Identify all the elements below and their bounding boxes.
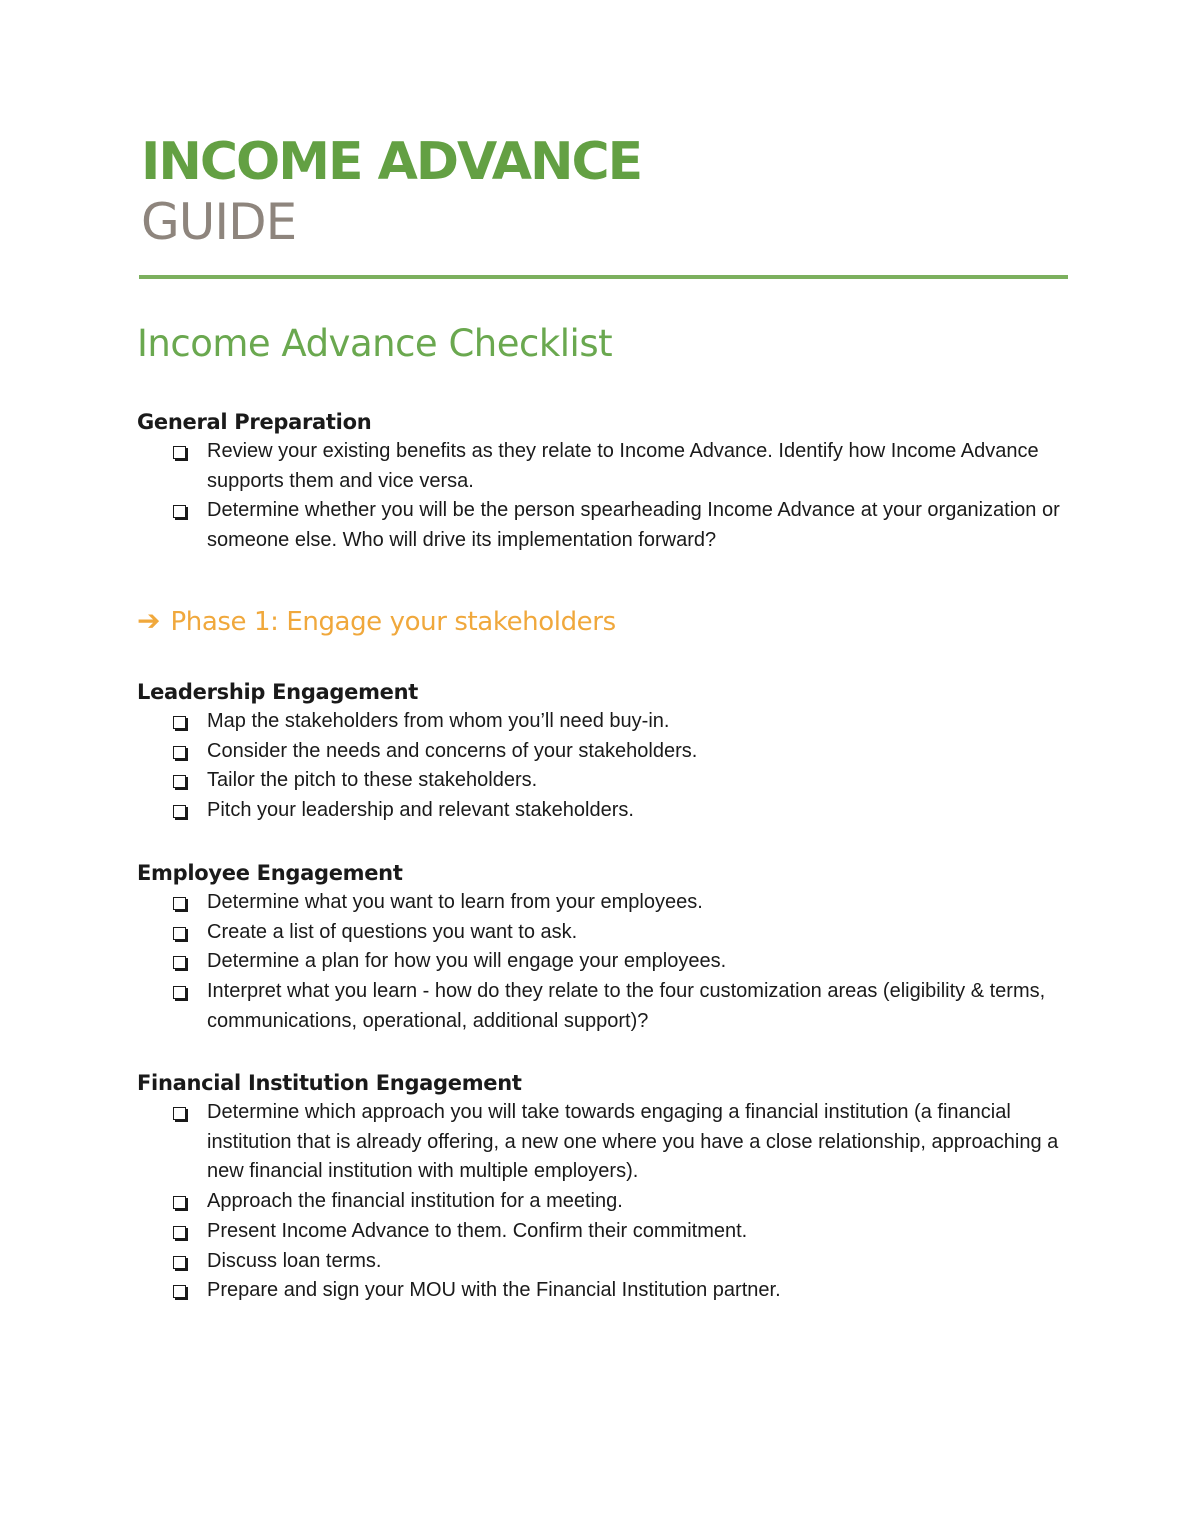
checkbox-icon[interactable] (173, 986, 186, 999)
checkbox-icon[interactable] (173, 446, 186, 459)
section-leadership-engagement (137, 677, 1067, 826)
checkbox-icon[interactable] (173, 1256, 186, 1269)
checkbox-icon[interactable] (173, 1196, 186, 1209)
brand-subtitle: GUIDE (141, 193, 297, 251)
checkbox-icon[interactable] (173, 805, 186, 818)
checkbox-icon[interactable] (173, 775, 186, 788)
section-heading: Financial Institution Engagement (137, 1071, 522, 1095)
checklist-item[interactable] (137, 947, 1067, 977)
checklist-item[interactable] (137, 496, 1067, 555)
checklist-item[interactable] (137, 766, 1067, 796)
checklist-item-text: Discuss loan terms. (207, 1249, 382, 1272)
header-divider (139, 275, 1068, 279)
checkbox-icon[interactable] (173, 1285, 186, 1298)
checklist-item-text: Interpret what you learn - how do they relate to the four customization areas (eligibility & terms, communications, operational, additional support)? (207, 980, 1046, 1032)
checklist-item[interactable] (137, 737, 1067, 767)
checklist (137, 1098, 1067, 1306)
checkbox-icon[interactable] (173, 1107, 186, 1120)
checklist-item[interactable] (137, 888, 1067, 918)
right-arrow-icon: ➔ (137, 604, 161, 637)
brand-logo (141, 132, 641, 252)
checklist-item[interactable] (137, 1247, 1067, 1277)
section-heading: Employee Engagement (137, 861, 403, 885)
checklist (137, 437, 1067, 556)
checklist-item[interactable] (137, 1276, 1067, 1306)
page-title: Income Advance Checklist (137, 322, 613, 365)
checklist-item-text: Create a list of questions you want to ask. (207, 920, 578, 943)
checklist-item[interactable] (137, 1217, 1067, 1247)
checklist-item[interactable] (137, 1187, 1067, 1217)
checklist-item-text: Present Income Advance to them. Confirm their commitment. (207, 1219, 748, 1242)
checklist-item-text: Tailor the pitch to these stakeholders. (207, 769, 538, 792)
checklist (137, 888, 1067, 1037)
checkbox-icon[interactable] (173, 716, 186, 729)
checklist-item-text: Review your existing benefits as they relate to Income Advance. Identify how Income Advance supports them and vice versa. (207, 440, 1039, 492)
brand-title: INCOME ADVANCE (141, 132, 642, 192)
checklist-item-text: Map the stakeholders from whom you’ll need buy-in. (207, 710, 670, 732)
checklist-item-text: Determine whether you will be the person spearheading Income Advance at your organization or someone else. Who will drive its implementation forward? (207, 499, 1060, 552)
checkbox-icon[interactable] (173, 956, 186, 969)
checklist (137, 707, 1067, 826)
checklist-item-text: Prepare and sign your MOU with the Financial Institution partner. (207, 1279, 781, 1302)
checklist-item-text: Determine a plan for how you will engage your employees. (207, 950, 727, 973)
checkbox-icon[interactable] (173, 1226, 186, 1239)
checklist-item-text: Determine which approach you will take towards engaging a financial institution (a financial institution that is already offering, a new one where you have a close relationship, approaching a new financial institution with multiple employers). (207, 1101, 1059, 1183)
checklist-item[interactable] (137, 918, 1067, 948)
checklist-item-text: Determine what you want to learn from your employees. (207, 891, 703, 913)
checklist-item-text: Approach the financial institution for a meeting. (207, 1190, 623, 1213)
section-employee-engagement (137, 858, 1067, 1037)
phase-label: Phase 1: Engage your stakeholders (170, 607, 616, 637)
checkbox-icon[interactable] (173, 927, 186, 940)
checklist-item[interactable] (137, 1098, 1067, 1187)
phase-heading (137, 604, 616, 637)
checklist-item[interactable] (137, 437, 1067, 496)
checklist-item[interactable] (137, 796, 1067, 826)
checkbox-icon[interactable] (173, 505, 186, 518)
section-financial-institution-engagement (137, 1068, 1067, 1306)
checkbox-icon[interactable] (173, 746, 186, 759)
checklist-item[interactable] (137, 977, 1067, 1036)
section-general-preparation (137, 407, 1067, 556)
checklist-item-text: Consider the needs and concerns of your stakeholders. (207, 739, 698, 762)
section-heading: Leadership Engagement (137, 680, 419, 704)
checklist-item[interactable] (137, 707, 1067, 737)
checklist-item-text: Pitch your leadership and relevant stakeholders. (207, 799, 634, 822)
section-heading: General Preparation (137, 410, 372, 434)
checkbox-icon[interactable] (173, 897, 186, 910)
